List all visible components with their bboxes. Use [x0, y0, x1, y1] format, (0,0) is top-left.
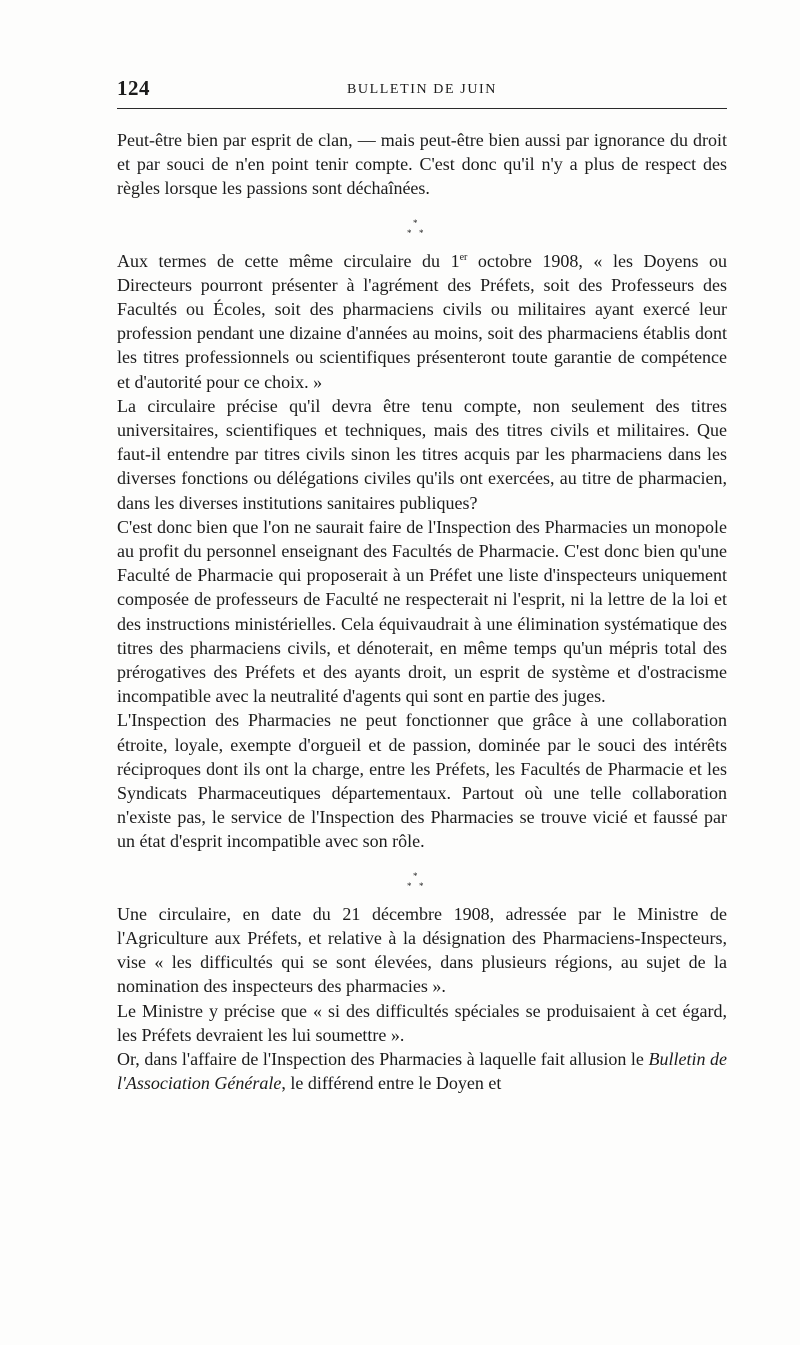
body-text	[117, 128, 727, 1095]
paragraph-6: Une circulaire, en date du 21 décembre 1908, adressée par le Ministre de l'Agriculture aux Préfets, et relative à la désignation des Pharmaciens-Inspecteurs, vise « les difficultés qui se sont élevées, dans plusieurs régions, au sujet de la nomination des inspecteurs des pharmacies ».	[117, 903, 727, 997]
asterism-star: *	[419, 880, 424, 891]
paragraph-7: Le Ministre y précise que « si des difficultés spéciales se produisaient à cet égard, les Préfets devraient les lui soumettre ».	[117, 1000, 727, 1045]
header-rule	[117, 108, 727, 109]
asterism-star: *	[407, 227, 412, 238]
paragraph-2	[117, 249, 727, 394]
page-number: 124	[117, 76, 150, 100]
paragraph-2-rest: octobre 1908, « les Doyens ou Directeurs pourront présenter à l'agrément des Préfets, soit des Professeurs des Facultés ou Écoles, soit des pharmaciens civils ou militaires ayant exercé leur profession pendant une dizaine d'années au moins, soit des pharmaciens établis dont les titres professionnels ou scientifiques présenteront toute garantie de compétence et d'autorité pour ce choix. »	[117, 250, 727, 392]
asterism-star: *	[419, 227, 424, 238]
paragraph-8	[117, 1047, 727, 1095]
asterism-1	[117, 209, 727, 245]
page-header	[117, 74, 727, 104]
asterism-star: *	[407, 880, 412, 891]
paragraph-4: C'est donc bien que l'on ne saurait faire de l'Inspection des Pharmacies un monopole au profit du personnel enseignant des Facultés de Pharmacie. C'est donc bien qu'une Faculté de Pharmacie qui proposerait à un Préfet une liste d'inspecteurs uniquement composée de professeurs de Faculté ne respecterait ni l'esprit, ni la lettre de la loi et des instructions ministérielles. Cela équivaudrait à une élimination systématique des titres des pharmaciens civils, et dénoterait, en même temps qu'un mépris total des prérogatives des Préfets et des ayants droit, un esprit de système et d'ostracisme incompatible avec la neutralité d'agents qui sont en partie des juges.	[117, 516, 727, 707]
asterism-2	[117, 862, 727, 898]
paragraph-8-rest: , le différend entre le Doyen et	[281, 1073, 502, 1094]
paragraph-5: L'Inspection des Pharmacies ne peut fonctionner que grâce à une collaboration étroite, loyale, exempte d'orgueil et de passion, dominée par le souci des intérêts réciproques dont ils ont la charge, entre les Préfets, les Facultés de Pharmacie et les Syndicats Pharmaceutiques départementaux. Partout où une telle collaboration n'existe pas, le service de l'Inspection des Pharmacies se trouve vicié et faussé par un état d'esprit incompatible avec son rôle.	[117, 710, 727, 852]
paragraph-2-start: Aux termes de cette même circulaire du 1	[117, 250, 460, 271]
paragraph-8-journal-title: Bulletin de l'Association Générale	[117, 1048, 727, 1094]
asterism-star: *	[413, 870, 418, 881]
asterism-star: *	[413, 217, 418, 228]
running-title: BULLETIN DE JUIN	[346, 82, 498, 97]
paragraph-3: La circulaire précise qu'il devra être tenu compte, non seulement des titres universitaires, scientifiques et techniques, mais des titres civils et militaires. Que faut-il entendre par titres civils sinon les titres acquis par les pharmaciens dans les diverses fonctions ou délégations civiles qu'ils ont exercées, au titre de pharmacien, dans les diverses institutions sanitaires publiques?	[117, 395, 727, 513]
paragraph-8-start: Or, dans l'affaire de l'Inspection des Pharmacies à laquelle fait allusion le	[117, 1048, 649, 1069]
paragraph-1: Peut-être bien par esprit de clan, — mais peut-être bien aussi par ignorance du droit et par souci de n'en point tenir compte. C'est donc qu'il n'y a plus de respect des règles lorsque les passions sont déchaînées.	[117, 130, 727, 199]
paragraph-2-ordinal: er	[459, 251, 468, 263]
